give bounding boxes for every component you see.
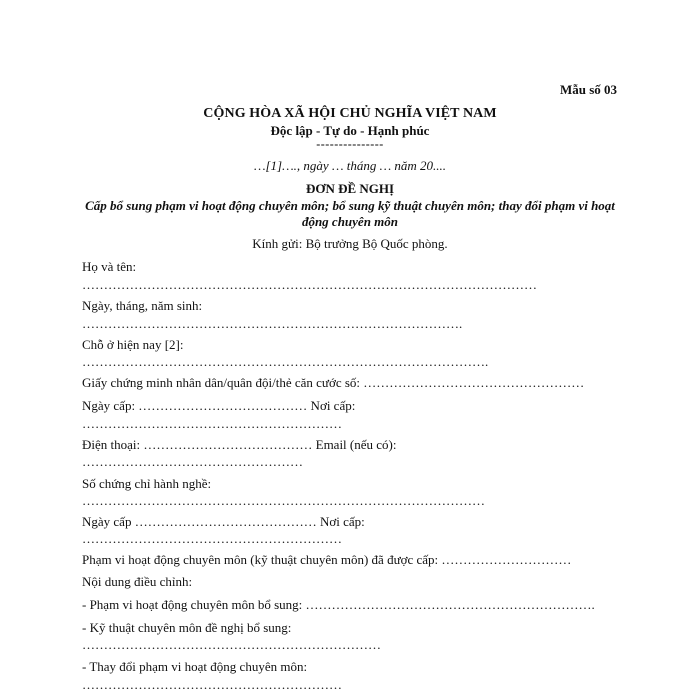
adjustment-label: Nội dung điều chỉnh:	[82, 574, 193, 589]
dob-dots: …………………………………………………………………………….	[82, 316, 463, 331]
residence-dots: ………………………………………………………………………………….	[82, 354, 489, 369]
residence-label: Chỗ ở hiện nay [2]:	[82, 337, 184, 352]
add-technique-label: - Kỹ thuật chuyên môn đề nghị bổ sung:	[82, 620, 292, 635]
certificate-issue-line: Ngày cấp …………………………………… Nơi cấp:	[82, 514, 365, 529]
id-number-line: Giấy chứng minh nhân dân/quân đội/thẻ căn cước số: ……………………………………………	[82, 375, 585, 390]
phone-email-dots: ……………………………………………	[82, 454, 303, 469]
document-subtitle: Cấp bổ sung phạm vi hoạt động chuyên môn; bổ sung kỹ thuật chuyên môn; thay đổi phạm vi hoạt động chuyên môn	[85, 198, 615, 229]
certificate-dots: …………………………………………………………………………………	[82, 493, 485, 508]
certificate-label: Số chứng chỉ hành nghề:	[82, 476, 212, 491]
granted-scope-line: Phạm vi hoạt động chuyên môn (kỹ thuật chuyên môn) đã được cấp: …………………………	[82, 552, 572, 567]
full-name-dots: ……………………………………………………………………………………………	[82, 277, 537, 292]
document-title: ĐƠN ĐỀ NGHỊ	[305, 181, 395, 196]
full-name-label: Họ và tên:	[82, 259, 137, 274]
add-scope-line: - Phạm vi hoạt động chuyên môn bổ sung: ………………………………………………………….	[82, 597, 595, 612]
change-scope-dots: ……………………………………………………	[82, 677, 342, 692]
national-title: CỘNG HÒA XÃ HỘI CHỦ NGHĨA VIỆT NAM	[203, 106, 497, 121]
change-scope-label: - Thay đổi phạm vi hoạt động chuyên môn:	[82, 659, 308, 674]
add-technique-dots: ……………………………………………………………	[82, 637, 381, 652]
form-number: Mẫu số 03	[559, 82, 617, 97]
dob-label: Ngày, tháng, năm sinh:	[82, 298, 203, 313]
place-date-line: …[1]…., ngày … tháng … năm 20....	[253, 158, 447, 173]
id-issue-dots: ……………………………………………………	[82, 416, 342, 431]
id-issue-line: Ngày cấp: ………………………………… Nơi cấp:	[82, 398, 356, 413]
recipient-line: Kính gửi: Bộ trưởng Bộ Quốc phòng.	[252, 236, 448, 251]
national-motto: Độc lập - Tự do - Hạnh phúc	[270, 123, 430, 138]
header-separator: ---------------	[316, 137, 384, 151]
phone-email-line: Điện thoại: ………………………………… Email (nếu có):	[82, 437, 397, 452]
certificate-issue-dots: ……………………………………………………	[82, 531, 342, 546]
